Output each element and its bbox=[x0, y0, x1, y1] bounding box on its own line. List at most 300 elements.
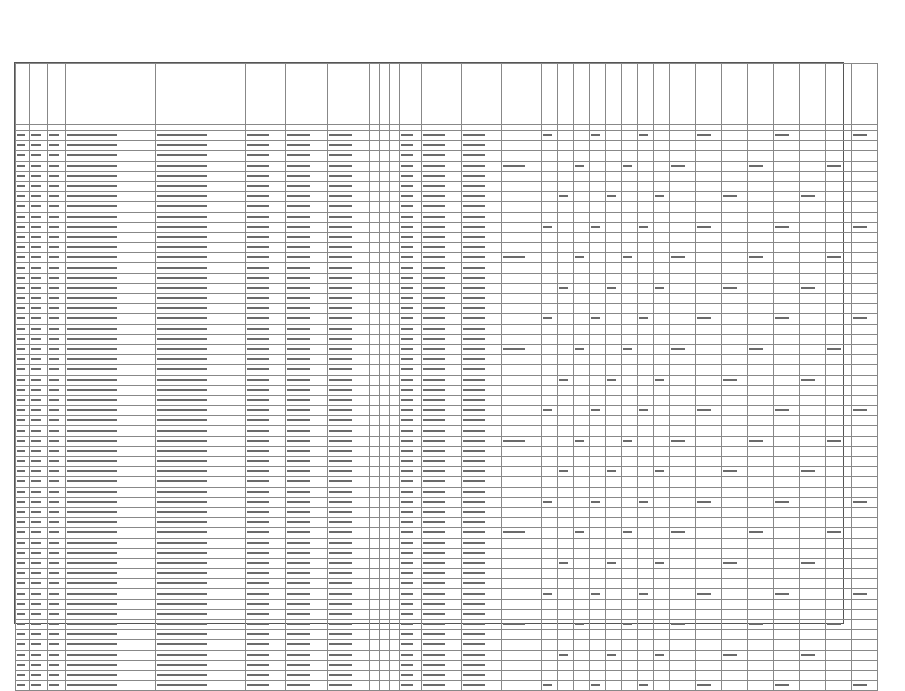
table-cell bbox=[246, 334, 286, 344]
table-cell bbox=[574, 538, 590, 548]
table-cell bbox=[390, 243, 400, 253]
table-cell bbox=[390, 477, 400, 487]
table-cell bbox=[400, 620, 422, 630]
cell-text-mark bbox=[623, 623, 632, 625]
cell-text-mark bbox=[329, 205, 352, 207]
table-cell bbox=[722, 558, 748, 568]
table-cell bbox=[66, 283, 156, 293]
cell-text-mark bbox=[17, 358, 25, 360]
cell-text-mark bbox=[463, 419, 485, 421]
table-cell bbox=[370, 375, 380, 385]
cell-text-mark bbox=[423, 399, 445, 401]
table-cell bbox=[390, 202, 400, 212]
table-cell bbox=[380, 161, 390, 171]
table-cell bbox=[826, 487, 852, 497]
table-cell bbox=[30, 518, 48, 528]
table-cell bbox=[380, 579, 390, 589]
table-cell bbox=[422, 324, 462, 334]
table-cell bbox=[542, 253, 558, 263]
cell-text-mark bbox=[329, 531, 352, 533]
table-cell bbox=[400, 681, 422, 691]
cell-text-mark bbox=[67, 430, 117, 432]
table-cell bbox=[400, 426, 422, 436]
table-cell bbox=[670, 304, 696, 314]
table-cell bbox=[328, 232, 370, 242]
cell-text-mark bbox=[463, 562, 485, 564]
table-cell bbox=[48, 569, 66, 579]
cell-text-mark bbox=[67, 256, 117, 258]
cell-text-mark bbox=[49, 236, 59, 238]
table-cell bbox=[380, 406, 390, 416]
table-cell bbox=[286, 202, 328, 212]
cell-text-mark bbox=[31, 654, 41, 656]
table-row bbox=[16, 243, 878, 253]
table-cell bbox=[400, 161, 422, 171]
cell-text-mark bbox=[287, 287, 310, 289]
cell-text-mark bbox=[401, 531, 413, 533]
table-cell bbox=[574, 202, 590, 212]
cell-text-mark bbox=[67, 277, 117, 279]
table-cell bbox=[590, 630, 606, 640]
table-cell bbox=[286, 365, 328, 375]
cell-text-mark bbox=[423, 175, 445, 177]
table-cell bbox=[622, 670, 638, 680]
table-cell bbox=[286, 630, 328, 640]
table-cell bbox=[696, 487, 722, 497]
table-cell bbox=[800, 558, 826, 568]
cell-text-mark bbox=[423, 328, 445, 330]
cell-text-mark bbox=[17, 175, 25, 177]
table-cell bbox=[654, 151, 670, 161]
cell-text-mark bbox=[287, 654, 310, 656]
cell-text-mark bbox=[31, 419, 41, 421]
cell-text-mark bbox=[423, 358, 445, 360]
table-cell bbox=[156, 670, 246, 680]
table-cell bbox=[774, 416, 800, 426]
cell-text-mark bbox=[67, 226, 117, 228]
table-cell bbox=[16, 314, 30, 324]
table-cell bbox=[66, 548, 156, 558]
table-cell bbox=[286, 324, 328, 334]
table-cell bbox=[574, 222, 590, 232]
table-cell bbox=[696, 273, 722, 283]
table-cell bbox=[390, 589, 400, 599]
table-cell bbox=[422, 283, 462, 293]
table-cell bbox=[606, 599, 622, 609]
table-row bbox=[16, 385, 878, 395]
table-cell bbox=[30, 406, 48, 416]
table-cell bbox=[502, 304, 542, 314]
table-cell bbox=[722, 436, 748, 446]
table-cell bbox=[722, 273, 748, 283]
table-cell bbox=[66, 375, 156, 385]
cell-text-mark bbox=[17, 460, 25, 462]
table-cell bbox=[852, 151, 878, 161]
table-cell bbox=[654, 365, 670, 375]
cell-text-mark bbox=[329, 277, 352, 279]
table-cell bbox=[400, 304, 422, 314]
table-cell bbox=[774, 171, 800, 181]
cell-text-mark bbox=[749, 256, 763, 258]
table-cell bbox=[722, 426, 748, 436]
cell-text-mark bbox=[157, 521, 207, 523]
cell-text-mark bbox=[67, 654, 117, 656]
table-cell bbox=[246, 599, 286, 609]
table-cell bbox=[370, 334, 380, 344]
table-cell bbox=[696, 640, 722, 650]
table-cell bbox=[638, 171, 654, 181]
cell-text-mark bbox=[157, 236, 207, 238]
cell-text-mark bbox=[463, 236, 485, 238]
table-cell bbox=[826, 548, 852, 558]
cell-text-mark bbox=[401, 307, 413, 309]
table-cell bbox=[390, 497, 400, 507]
cell-text-mark bbox=[247, 154, 269, 156]
table-cell bbox=[422, 294, 462, 304]
cell-text-mark bbox=[31, 582, 41, 584]
table-cell bbox=[246, 548, 286, 558]
table-cell bbox=[722, 355, 748, 365]
cell-text-mark bbox=[67, 491, 117, 493]
table-cell bbox=[502, 181, 542, 191]
table-cell bbox=[670, 507, 696, 517]
table-cell bbox=[622, 640, 638, 650]
table-cell bbox=[380, 487, 390, 497]
table-cell bbox=[286, 192, 328, 202]
cell-text-mark bbox=[423, 368, 445, 370]
table-cell bbox=[462, 375, 502, 385]
table-cell bbox=[48, 314, 66, 324]
table-cell bbox=[422, 589, 462, 599]
table-cell bbox=[462, 630, 502, 640]
table-cell bbox=[66, 630, 156, 640]
cell-text-mark bbox=[49, 358, 59, 360]
cell-text-mark bbox=[17, 623, 25, 625]
cell-text-mark bbox=[67, 379, 117, 381]
table-cell bbox=[638, 273, 654, 283]
cell-text-mark bbox=[17, 297, 25, 299]
table-cell bbox=[462, 151, 502, 161]
table-cell bbox=[66, 670, 156, 680]
table-cell bbox=[542, 375, 558, 385]
table-cell bbox=[606, 263, 622, 273]
table-cell bbox=[852, 457, 878, 467]
cell-text-mark bbox=[401, 511, 413, 513]
table-row bbox=[16, 334, 878, 344]
table-cell bbox=[748, 385, 774, 395]
table-cell bbox=[400, 416, 422, 426]
table-cell bbox=[590, 426, 606, 436]
table-cell bbox=[422, 670, 462, 680]
table-cell bbox=[328, 202, 370, 212]
table-cell bbox=[852, 406, 878, 416]
table-cell bbox=[670, 273, 696, 283]
table-cell bbox=[622, 487, 638, 497]
table-cell bbox=[670, 181, 696, 191]
table-cell bbox=[774, 599, 800, 609]
table-cell bbox=[622, 314, 638, 324]
cell-text-mark bbox=[423, 348, 445, 350]
table-cell bbox=[590, 558, 606, 568]
table-cell bbox=[30, 334, 48, 344]
table-cell bbox=[606, 253, 622, 263]
cell-text-mark bbox=[329, 470, 352, 472]
table-cell bbox=[48, 518, 66, 528]
table-cell bbox=[696, 467, 722, 477]
table-cell bbox=[422, 181, 462, 191]
cell-text-mark bbox=[655, 562, 664, 564]
table-cell bbox=[156, 334, 246, 344]
table-cell bbox=[370, 507, 380, 517]
table-cell bbox=[542, 558, 558, 568]
table-cell bbox=[696, 314, 722, 324]
table-cell bbox=[670, 344, 696, 354]
cell-text-mark bbox=[401, 399, 413, 401]
table-cell bbox=[774, 558, 800, 568]
table-cell bbox=[246, 253, 286, 263]
cell-text-mark bbox=[67, 450, 117, 452]
table-cell bbox=[502, 548, 542, 558]
table-cell bbox=[558, 609, 574, 619]
table-cell bbox=[774, 161, 800, 171]
cell-text-mark bbox=[17, 195, 25, 197]
table-cell bbox=[542, 273, 558, 283]
table-cell bbox=[542, 334, 558, 344]
cell-text-mark bbox=[543, 593, 552, 595]
table-cell bbox=[422, 426, 462, 436]
table-cell bbox=[380, 558, 390, 568]
table-cell bbox=[286, 528, 328, 538]
cell-text-mark bbox=[49, 603, 59, 605]
cell-text-mark bbox=[247, 134, 269, 136]
table-cell bbox=[422, 344, 462, 354]
cell-text-mark bbox=[329, 226, 352, 228]
table-cell bbox=[826, 324, 852, 334]
table-cell bbox=[774, 395, 800, 405]
table-cell bbox=[328, 446, 370, 456]
table-cell bbox=[328, 630, 370, 640]
table-cell bbox=[542, 232, 558, 242]
table-cell bbox=[390, 151, 400, 161]
table-cell bbox=[622, 497, 638, 507]
cell-text-mark bbox=[287, 134, 310, 136]
cell-text-mark bbox=[329, 480, 352, 482]
cell-text-mark bbox=[247, 521, 269, 523]
table-cell bbox=[558, 395, 574, 405]
table-cell bbox=[590, 151, 606, 161]
cell-text-mark bbox=[575, 531, 584, 533]
table-cell bbox=[542, 181, 558, 191]
cell-text-mark bbox=[463, 572, 485, 574]
table-cell bbox=[390, 161, 400, 171]
table-cell bbox=[774, 477, 800, 487]
table-cell bbox=[696, 243, 722, 253]
cell-text-mark bbox=[247, 593, 269, 595]
table-cell bbox=[852, 202, 878, 212]
table-cell bbox=[286, 681, 328, 691]
cell-text-mark bbox=[49, 389, 59, 391]
cell-text-mark bbox=[775, 317, 789, 319]
table-cell bbox=[670, 487, 696, 497]
table-cell bbox=[30, 660, 48, 670]
table-cell bbox=[30, 314, 48, 324]
table-cell bbox=[670, 497, 696, 507]
table-cell bbox=[654, 131, 670, 141]
cell-text-mark bbox=[401, 287, 413, 289]
table-cell bbox=[638, 243, 654, 253]
cell-text-mark bbox=[17, 480, 25, 482]
table-cell bbox=[30, 294, 48, 304]
table-cell bbox=[390, 620, 400, 630]
cell-text-mark bbox=[607, 562, 616, 564]
table-cell bbox=[774, 334, 800, 344]
table-cell bbox=[380, 467, 390, 477]
table-cell bbox=[502, 599, 542, 609]
table-cell bbox=[16, 263, 30, 273]
cell-text-mark bbox=[31, 664, 41, 666]
table-cell bbox=[156, 273, 246, 283]
table-cell bbox=[558, 630, 574, 640]
cell-text-mark bbox=[157, 277, 207, 279]
table-cell bbox=[502, 609, 542, 619]
cell-text-mark bbox=[463, 440, 485, 442]
table-cell bbox=[400, 528, 422, 538]
cell-text-mark bbox=[31, 430, 41, 432]
table-cell bbox=[622, 232, 638, 242]
table-cell bbox=[826, 599, 852, 609]
cell-text-mark bbox=[401, 175, 413, 177]
table-cell bbox=[380, 416, 390, 426]
table-cell bbox=[852, 192, 878, 202]
cell-text-mark bbox=[655, 379, 664, 381]
cell-text-mark bbox=[329, 165, 352, 167]
table-cell bbox=[462, 334, 502, 344]
table-cell bbox=[748, 487, 774, 497]
table-cell bbox=[380, 528, 390, 538]
table-cell bbox=[16, 457, 30, 467]
table-cell bbox=[156, 558, 246, 568]
table-cell bbox=[622, 171, 638, 181]
table-cell bbox=[696, 365, 722, 375]
table-cell bbox=[622, 131, 638, 141]
table-row bbox=[16, 344, 878, 354]
cell-text-mark bbox=[287, 470, 310, 472]
table-cell bbox=[654, 141, 670, 151]
table-cell bbox=[422, 609, 462, 619]
table-cell bbox=[696, 599, 722, 609]
cell-text-mark bbox=[329, 175, 352, 177]
cell-text-mark bbox=[463, 521, 485, 523]
table-cell bbox=[800, 609, 826, 619]
table-cell bbox=[370, 660, 380, 670]
table-cell bbox=[390, 355, 400, 365]
table-cell bbox=[826, 569, 852, 579]
table-cell bbox=[16, 395, 30, 405]
table-cell bbox=[558, 151, 574, 161]
table-cell bbox=[670, 406, 696, 416]
table-cell bbox=[722, 518, 748, 528]
cell-text-mark bbox=[31, 674, 41, 676]
table-cell bbox=[246, 344, 286, 354]
table-cell bbox=[48, 650, 66, 660]
table-row bbox=[16, 171, 878, 181]
table-cell bbox=[156, 518, 246, 528]
cell-text-mark bbox=[423, 460, 445, 462]
table-cell bbox=[574, 365, 590, 375]
table-cell bbox=[638, 416, 654, 426]
table-cell bbox=[246, 243, 286, 253]
table-cell bbox=[390, 681, 400, 691]
table-cell bbox=[380, 243, 390, 253]
table-cell bbox=[370, 232, 380, 242]
table-cell bbox=[66, 141, 156, 151]
cell-text-mark bbox=[67, 460, 117, 462]
cell-text-mark bbox=[287, 430, 310, 432]
cell-text-mark bbox=[49, 511, 59, 513]
table-cell bbox=[696, 436, 722, 446]
cell-text-mark bbox=[157, 633, 207, 635]
table-cell bbox=[748, 232, 774, 242]
table-cell bbox=[246, 385, 286, 395]
header-cell bbox=[606, 64, 622, 125]
table-cell bbox=[826, 212, 852, 222]
table-cell bbox=[16, 202, 30, 212]
table-cell bbox=[246, 171, 286, 181]
table-cell bbox=[654, 355, 670, 365]
table-cell bbox=[462, 406, 502, 416]
table-cell bbox=[400, 609, 422, 619]
table-cell bbox=[390, 273, 400, 283]
table-cell bbox=[286, 538, 328, 548]
cell-text-mark bbox=[287, 603, 310, 605]
table-cell bbox=[400, 385, 422, 395]
cell-text-mark bbox=[17, 216, 25, 218]
table-cell bbox=[774, 243, 800, 253]
table-cell bbox=[800, 365, 826, 375]
table-cell bbox=[696, 528, 722, 538]
table-cell bbox=[622, 446, 638, 456]
cell-text-mark bbox=[17, 399, 25, 401]
table-cell bbox=[30, 304, 48, 314]
cell-text-mark bbox=[287, 552, 310, 554]
table-cell bbox=[826, 273, 852, 283]
table-cell bbox=[370, 630, 380, 640]
table-cell bbox=[370, 406, 380, 416]
cell-text-mark bbox=[49, 185, 59, 187]
cell-text-mark bbox=[287, 216, 310, 218]
table-cell bbox=[328, 569, 370, 579]
table-cell bbox=[246, 467, 286, 477]
cell-text-mark bbox=[247, 450, 269, 452]
table-cell bbox=[462, 344, 502, 354]
table-cell bbox=[826, 670, 852, 680]
table-cell bbox=[48, 283, 66, 293]
table-cell bbox=[30, 283, 48, 293]
table-cell bbox=[328, 304, 370, 314]
table-cell bbox=[670, 436, 696, 446]
table-cell bbox=[370, 620, 380, 630]
cell-text-mark bbox=[17, 674, 25, 676]
cell-text-mark bbox=[49, 205, 59, 207]
table-cell bbox=[48, 365, 66, 375]
table-cell bbox=[722, 609, 748, 619]
table-row bbox=[16, 630, 878, 640]
cell-text-mark bbox=[49, 562, 59, 564]
table-cell bbox=[370, 569, 380, 579]
cell-text-mark bbox=[31, 226, 41, 228]
table-cell bbox=[502, 416, 542, 426]
table-cell bbox=[622, 263, 638, 273]
